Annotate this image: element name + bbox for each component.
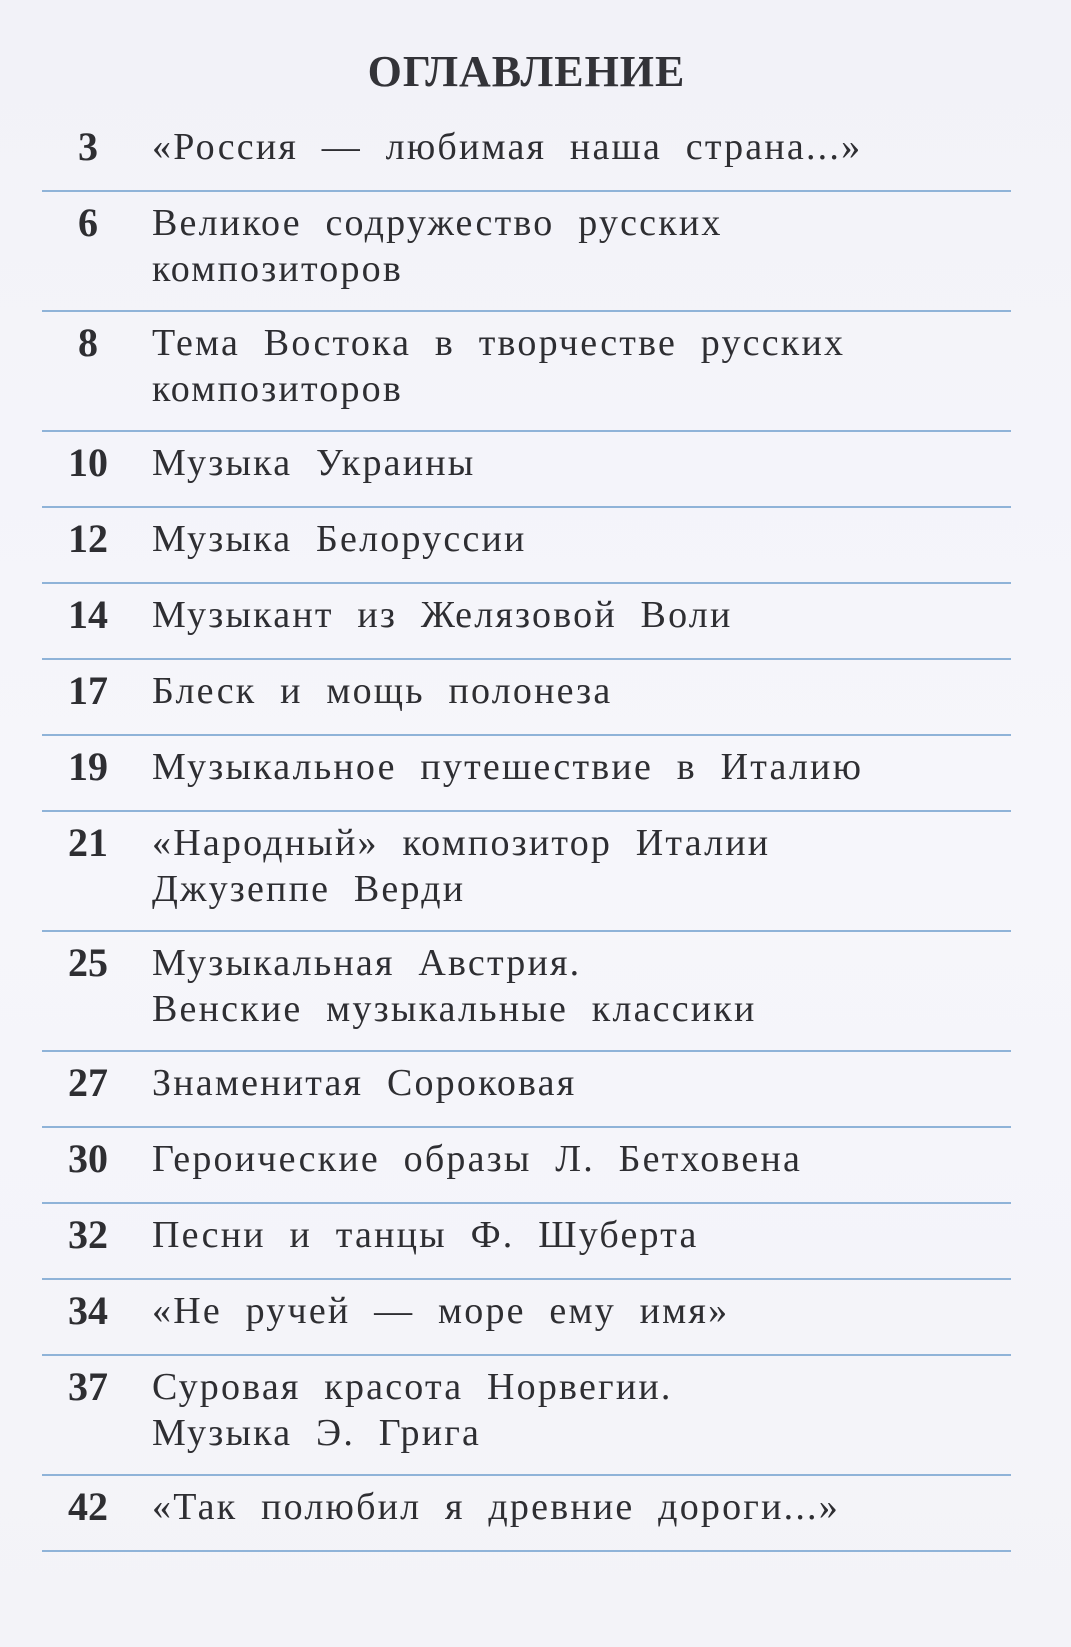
toc-row[interactable] <box>42 1476 1011 1552</box>
toc-row[interactable] <box>42 312 1011 432</box>
toc-list <box>42 116 1011 1552</box>
toc-row[interactable] <box>42 192 1011 312</box>
toc-page-number: 32 <box>68 1212 108 1257</box>
toc-entry-title: «Не ручей — море ему имя» <box>152 1290 730 1332</box>
toc-page-number: 27 <box>68 1060 108 1105</box>
toc-entry-title: Музыка Белоруссии <box>152 518 527 560</box>
toc-row[interactable] <box>42 584 1011 660</box>
toc-entry-title: Суровая красота Норвегии. Музыка Э. Грига <box>152 1366 673 1454</box>
toc-entry-title: «Так полюбил я древние дороги...» <box>152 1486 840 1528</box>
toc-row[interactable] <box>42 432 1011 508</box>
toc-page-number: 10 <box>68 440 108 485</box>
toc-entry-title: «Народный» композитор Италии Джузеппе Верди <box>152 822 771 910</box>
toc-page-number: 12 <box>68 516 108 561</box>
toc-row[interactable] <box>42 932 1011 1052</box>
toc-entry-title: Музыкальная Австрия. Венские музыкальные классики <box>152 942 757 1030</box>
toc-page-number: 14 <box>68 592 108 637</box>
toc-page-number: 34 <box>68 1288 108 1333</box>
toc-entry-title: Героические образы Л. Бетховена <box>152 1138 803 1180</box>
toc-page-number: 19 <box>68 744 108 789</box>
toc-row[interactable] <box>42 1356 1011 1476</box>
toc-entry-title: Блеск и мощь полонеза <box>152 670 613 712</box>
toc-page-number: 25 <box>68 940 108 985</box>
toc-page-number: 3 <box>78 124 98 169</box>
toc-entry-title: Музыка Украины <box>152 442 476 484</box>
toc-row[interactable] <box>42 660 1011 736</box>
toc-row[interactable] <box>42 736 1011 812</box>
toc-entry-title: Музыкальное путешествие в Италию <box>152 746 864 788</box>
toc-entry-title: Великое содружество русских композиторов <box>152 202 723 290</box>
page-title: ОГЛАВЛЕНИЕ <box>367 47 686 96</box>
toc-page-number: 6 <box>78 200 98 245</box>
toc-row[interactable] <box>42 1204 1011 1280</box>
toc-entry-title: Песни и танцы Ф. Шуберта <box>152 1214 699 1256</box>
toc-page-number: 21 <box>68 820 108 865</box>
toc-page-number: 8 <box>78 320 98 365</box>
toc-entry-title: Тема Востока в творчестве русских композиторов <box>152 322 846 410</box>
toc-page-number: 37 <box>68 1364 108 1409</box>
toc-row[interactable] <box>42 116 1011 192</box>
toc-page-number: 17 <box>68 668 108 713</box>
toc-page-number: 42 <box>68 1484 108 1529</box>
toc-row[interactable] <box>42 812 1011 932</box>
toc-row[interactable] <box>42 508 1011 584</box>
toc-row[interactable] <box>42 1052 1011 1128</box>
toc-page-number: 30 <box>68 1136 108 1181</box>
toc-row[interactable] <box>42 1280 1011 1356</box>
toc-entry-title: Музыкант из Желязовой Воли <box>152 594 733 636</box>
toc-entry-title: «Россия — любимая наша страна...» <box>152 126 863 168</box>
toc-entry-title: Знаменитая Сороковая <box>152 1062 577 1104</box>
toc-row[interactable] <box>42 1128 1011 1204</box>
